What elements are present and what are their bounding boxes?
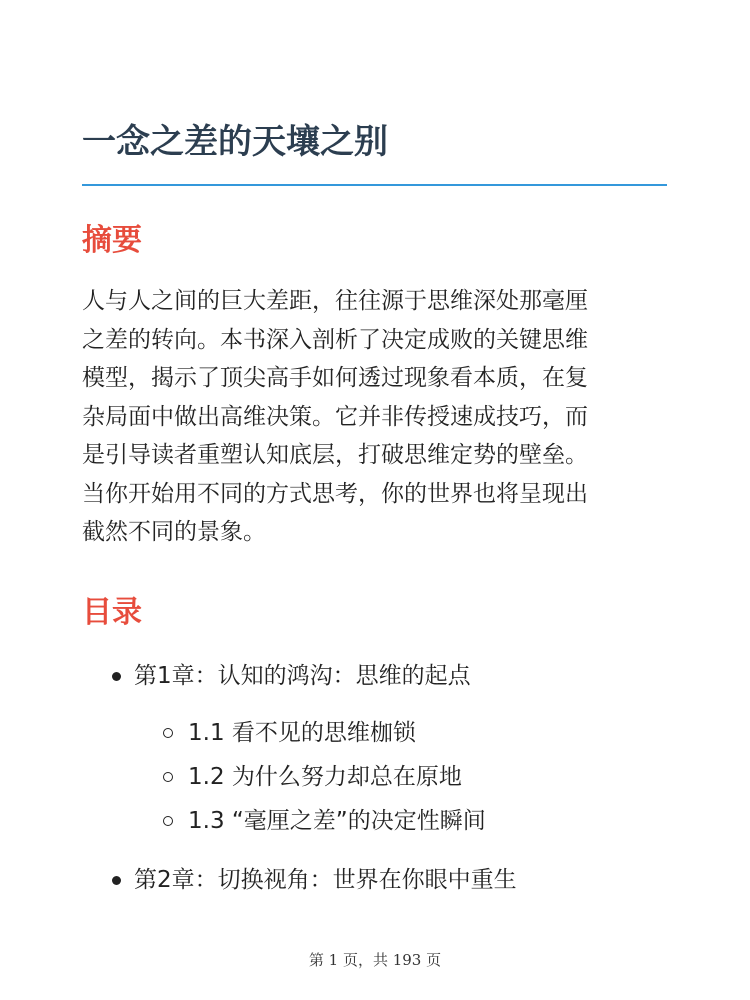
abstract-line: 之差的转向。本书深入剖析了决定成败的关键思维 [82,326,588,353]
circle-bullet-icon [163,816,173,826]
abstract-paragraph [82,282,672,552]
toc-section-1-1[interactable]: 1.1 看不见的思维枷锁 [188,720,416,746]
abstract-line: 模型，揭示了顶尖高手如何透过现象看本质，在复 [82,365,588,391]
abstract-line: 杂局面中做出高维决策。它并非传授速成技巧，而 [82,403,588,430]
abstract-line: 截然不同的景象。 [82,519,266,545]
toc-section-1-2[interactable]: 1.2 为什么努力却总在原地 [188,764,462,790]
page-title: 一念之差的天壤之别 [82,122,388,162]
title-divider [82,184,667,186]
toc-chapter-1[interactable]: 第1章：认知的鸿沟：思维的起点 [134,663,471,689]
toc-chapter-2[interactable]: 第2章：切换视角：世界在你眼中重生 [134,867,517,893]
abstract-heading: 摘要 [82,223,142,258]
page-footer: 第 1 页，共 193 页 [308,951,442,969]
circle-bullet-icon [163,728,173,738]
disc-bullet-icon [112,876,121,885]
abstract-line: 当你开始用不同的方式思考，你的世界也将呈现出 [82,480,588,507]
toc-heading: 目录 [82,595,142,630]
abstract-line: 是引导读者重塑认知底层，打破思维定势的壁垒。 [82,442,588,468]
toc-section-1-3[interactable]: 1.3 “毫厘之差”的决定性瞬间 [188,808,486,834]
circle-bullet-icon [163,772,173,782]
disc-bullet-icon [112,672,121,681]
abstract-line: 人与人之间的巨大差距，往往源于思维深处那毫厘 [82,288,588,314]
